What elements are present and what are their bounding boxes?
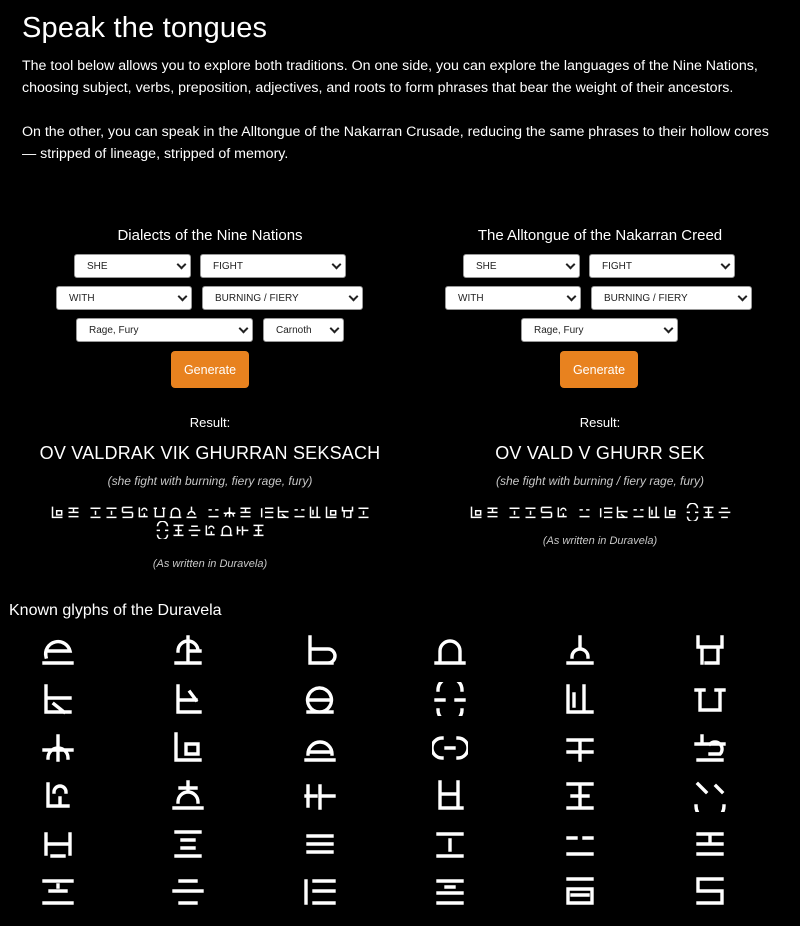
duravela-glyph-icon: [562, 682, 598, 716]
script-glyph-icon: [50, 503, 65, 521]
page-title: Speak the tongues: [22, 12, 268, 44]
duravela-glyph-icon: [302, 633, 338, 667]
duravela-glyph-icon: [40, 778, 76, 812]
intro-paragraph-2: On the other, you can speak in the Alltongue of the Nakarran Crusade, reducing the same phrases to their hollow cores — stripped of lineage, stripped of memory.: [22, 124, 769, 162]
script-glyph-icon: [647, 503, 662, 521]
duravela-glyph-icon: [170, 633, 206, 667]
duravela-glyph-icon: [40, 682, 76, 716]
script-glyph-icon: [663, 503, 678, 521]
result-label: Result:: [579, 415, 621, 430]
script-glyph-icon: [171, 521, 186, 539]
script-glyph-icon: [308, 503, 323, 521]
duravela-glyph-icon: [692, 730, 728, 764]
script-glyph-icon: [324, 503, 339, 521]
script-glyph-icon: [66, 503, 81, 521]
duravela-glyph-icon: [302, 682, 338, 716]
script-glyph-icon: [136, 503, 151, 521]
duravela-glyph-icon: [170, 826, 206, 860]
duravela-glyph-icon: [40, 826, 76, 860]
duravela-script: [400, 503, 800, 521]
duravela-glyph-icon: [170, 682, 206, 716]
result-label: Result:: [189, 415, 231, 430]
script-glyph-icon: [631, 503, 646, 521]
subject-select[interactable]: [463, 254, 580, 278]
script-glyph-icon: [507, 503, 522, 521]
duravela-glyph-icon: [40, 873, 76, 907]
root-select[interactable]: [521, 318, 678, 342]
adjective-select[interactable]: [202, 286, 363, 310]
duravela-glyph-icon: [40, 730, 76, 764]
duravela-glyph-icon: [692, 633, 728, 667]
script-word: [260, 503, 371, 521]
script-glyph-icon: [577, 503, 592, 521]
script-glyph-icon: [238, 503, 253, 521]
duravela-glyph-icon: [170, 778, 206, 812]
script-glyph-icon: [539, 503, 554, 521]
script-glyph-icon: [219, 521, 234, 539]
written-note: (As written in Duravela): [542, 535, 658, 547]
duravela-glyph-icon: [432, 730, 468, 764]
verb-select[interactable]: [589, 254, 735, 278]
script-glyph-icon: [222, 503, 237, 521]
script-word: [206, 503, 253, 521]
script-word: [507, 503, 570, 521]
nine-nations-title: Dialects of the Nine Nations: [117, 227, 303, 244]
verb-select[interactable]: [200, 254, 346, 278]
script-glyph-icon: [523, 503, 538, 521]
generate-button[interactable]: Generate: [560, 351, 638, 388]
script-glyph-icon: [235, 521, 250, 539]
result-text: OV VALD V GHURR SEK: [495, 443, 705, 463]
script-word: [155, 521, 266, 539]
duravela-glyph-icon: [432, 682, 468, 716]
nine-nations-panel: [0, 225, 420, 585]
script-glyph-icon: [120, 503, 135, 521]
duravela-glyph-icon: [170, 730, 206, 764]
script-glyph-icon: [260, 503, 275, 521]
preposition-select[interactable]: [56, 286, 192, 310]
duravela-glyph-icon: [692, 778, 728, 812]
preposition-select[interactable]: [445, 286, 581, 310]
script-glyph-icon: [485, 503, 500, 521]
written-note: (As written in Duravela): [152, 558, 268, 570]
script-glyph-icon: [152, 503, 167, 521]
script-word: [577, 503, 592, 521]
script-word: [469, 503, 500, 521]
script-glyph-icon: [276, 503, 291, 521]
alltongue-panel: [400, 225, 800, 555]
duravela-script: [0, 503, 420, 539]
script-glyph-icon: [685, 503, 700, 521]
duravela-glyph-icon: [432, 826, 468, 860]
root-select[interactable]: [76, 318, 253, 342]
duravela-glyph-icon: [432, 778, 468, 812]
script-glyph-icon: [340, 503, 355, 521]
script-glyph-icon: [701, 503, 716, 521]
intro-text: [22, 55, 772, 165]
duravela-glyph-icon: [432, 873, 468, 907]
script-word: [50, 503, 81, 521]
glyph-grid: [40, 633, 780, 903]
duravela-glyph-icon: [562, 826, 598, 860]
result-translation: (she fight with burning, fiery rage, fury): [107, 474, 313, 488]
script-glyph-icon: [206, 503, 221, 521]
result-text: OV VALDRAK VIK GHURRAN SEKSACH: [39, 443, 381, 463]
duravela-glyph-icon: [432, 633, 468, 667]
duravela-glyph-icon: [562, 873, 598, 907]
script-glyph-icon: [469, 503, 484, 521]
dialect-select[interactable]: [263, 318, 344, 342]
script-glyph-icon: [615, 503, 630, 521]
script-glyph-icon: [184, 503, 199, 521]
intro-paragraph-1: The tool below allows you to explore both traditions. On one side, you can explore the languages of the Nine Nations, choosing subject, verbs, preposition, adjectives, and roots to form phrases that bear the weight of their ancestors.: [22, 58, 758, 96]
glyphs-heading: Known glyphs of the Duravela: [9, 602, 222, 619]
script-glyph-icon: [599, 503, 614, 521]
script-glyph-icon: [251, 521, 266, 539]
generate-button[interactable]: Generate: [171, 351, 249, 388]
duravela-glyph-icon: [302, 826, 338, 860]
result-translation: (she fight with burning / fiery rage, fury): [495, 474, 705, 488]
script-glyph-icon: [88, 503, 103, 521]
script-word: [599, 503, 678, 521]
script-glyph-icon: [155, 521, 170, 539]
duravela-glyph-icon: [302, 730, 338, 764]
script-glyph-icon: [356, 503, 371, 521]
duravela-glyph-icon: [562, 778, 598, 812]
adjective-select[interactable]: [591, 286, 752, 310]
duravela-glyph-icon: [562, 730, 598, 764]
script-word: [88, 503, 199, 521]
duravela-glyph-icon: [692, 826, 728, 860]
script-glyph-icon: [203, 521, 218, 539]
script-glyph-icon: [717, 503, 732, 521]
duravela-glyph-icon: [40, 633, 76, 667]
script-glyph-icon: [292, 503, 307, 521]
script-word: [685, 503, 732, 521]
duravela-glyph-icon: [692, 873, 728, 907]
duravela-glyph-icon: [302, 873, 338, 907]
subject-select[interactable]: [74, 254, 191, 278]
script-glyph-icon: [168, 503, 183, 521]
script-glyph-icon: [104, 503, 119, 521]
script-glyph-icon: [555, 503, 570, 521]
script-glyph-icon: [187, 521, 202, 539]
duravela-glyph-icon: [170, 873, 206, 907]
duravela-glyph-icon: [302, 778, 338, 812]
duravela-glyph-icon: [692, 682, 728, 716]
duravela-glyph-icon: [562, 633, 598, 667]
alltongue-title: The Alltongue of the Nakarran Creed: [477, 227, 723, 244]
